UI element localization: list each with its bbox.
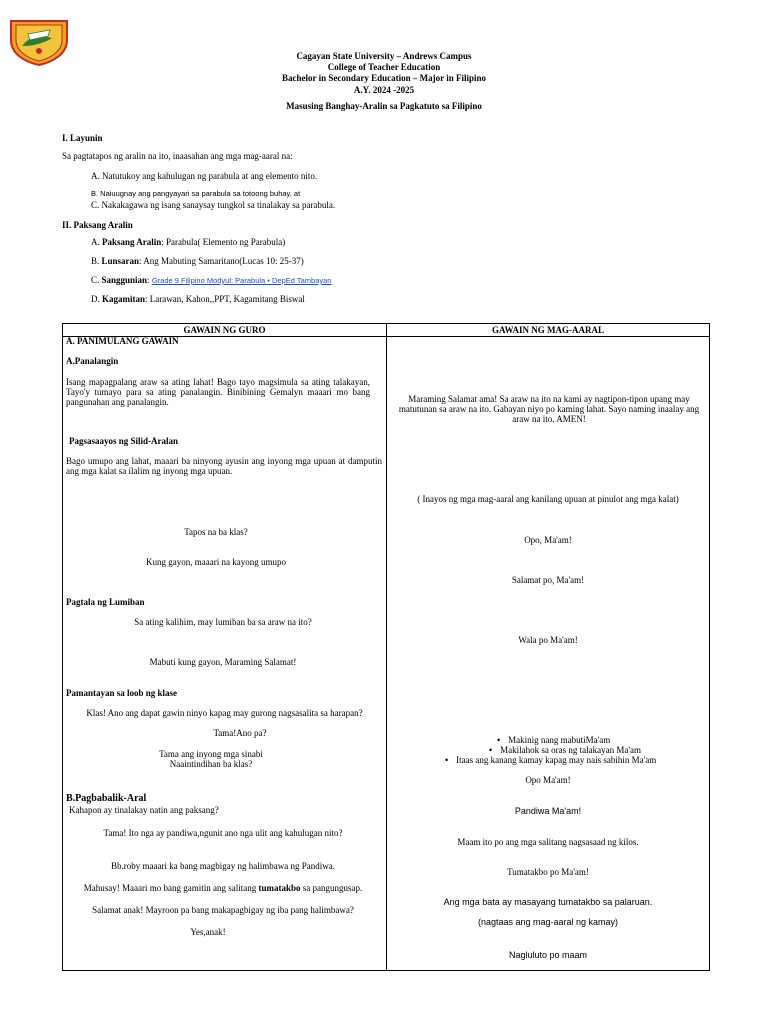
mahusay-pre: Mahusay! Maaari mo bang gamitin ang salitang — [83, 883, 259, 893]
tama-sinabi: Tama ang inyong mga sinabi — [159, 749, 263, 759]
paksang-heading: II. Paksang Aralin — [62, 220, 133, 230]
paksang-b-prefix: B. — [91, 256, 102, 266]
paksang-item-b — [91, 256, 304, 266]
lumiban-question: Sa ating kalihim, may lumiban ba sa araw na ito? — [134, 617, 312, 627]
yes-anak-text: Yes,anak! — [190, 927, 226, 937]
paksang-b-value: : Ang Mabuting Samaritano(Lucas 10: 25-37) — [139, 256, 304, 266]
bb-roby-request: Bb.roby maaari ka bang magbigay ng halimbawa ng Pandiwa. — [111, 861, 335, 871]
paksang-d-value: : Larawan, Kahon,,PPT, Kagamitang Biswal — [145, 294, 305, 304]
tama-ano-pa: Tama!Ano pa? — [213, 728, 267, 738]
opo-maam-1: Opo, Ma'am! — [524, 535, 572, 545]
document-title: Masusing Banghay-Aralin sa Pagkatuto sa Filipino — [286, 101, 482, 111]
academic-year: A.Y. 2024 -2025 — [353, 85, 415, 95]
list-item: • Itaas ang kanang kamay kapag may nais sabihin Ma'am — [445, 755, 656, 765]
program-name: Bachelor in Secondary Education – Major in Filipino — [282, 73, 486, 83]
pamantayan-question: Klas! Ano ang dapat gawin ninyo kapag may gurong nagsasalita sa harapan? — [86, 708, 363, 718]
lesson-table — [62, 323, 710, 971]
layunin-intro: Sa pagtatapos ng aralin na ito, inaasahan ang mga mag-aaral na: — [62, 151, 293, 161]
layunin-item-b: B. Naiuugnay ang pangyayari sa parabula sa totoong buhay, at — [91, 189, 301, 198]
list-item: • Makilahok sa oras ng talakayan Ma'am — [489, 745, 656, 755]
pamantayan-heading: Pamantayan sa loob ng klase — [66, 688, 178, 698]
salamat-anak-text: Salamat anak! Mayroon pa bang makapagbigay ng iba pang halimbawa? — [92, 905, 354, 915]
paksang-d-prefix: D. — [91, 294, 102, 304]
naintindihan-question: Naaintindihan ba klas? — [169, 759, 253, 769]
maam-ito-answer: Maam ito po ang mga salitang nagsasaad ng kilos. — [457, 837, 639, 847]
paksang-a-prefix: A. — [91, 237, 102, 247]
kung-gayon-text: Kung gayon, maaari na kayong umupo — [146, 557, 286, 567]
paksang-c-label: Sanggunian — [101, 275, 148, 285]
section-a-heading: A. PANIMULANG GAWAIN — [66, 336, 179, 346]
paksang-b-label: Lunsaran — [101, 256, 140, 266]
inayos-note: ( Inayos ng mga mag-aaral ang kanilang upuan at pinulot ang mga kalat) — [417, 494, 679, 504]
ang-mga-bata-answer: Ang mga bata ay masayang tumatakbo sa palaruan. — [443, 897, 653, 907]
paksang-a-label: Paksang Aralin — [102, 237, 162, 247]
mahusay-text — [63, 883, 383, 893]
tumatakbo-answer: Tumatakbo po Ma'am! — [507, 867, 589, 877]
list-item: • Makinig nang mabutiMa'am — [497, 735, 656, 745]
wala-po: Wala po Ma'am! — [518, 635, 578, 645]
nagtaas-note: (nagtaas ang mag-aaral ng kamay) — [477, 917, 619, 927]
student-prayer: Maraming Salamat ama! Sa araw na ito na kami ay nagtipon-tipon upang may matutunan sa araw na ito. Gabayan niyo po kaming lahat. Sayo naming inaalay ang araw na ito. AMEN! — [398, 394, 700, 424]
salamat-po: Salamat po, Ma'am! — [511, 575, 585, 585]
lumiban-heading: Pagtala ng Lumiban — [66, 597, 145, 607]
paksang-item-c — [91, 275, 331, 285]
col-header-guro: GAWAIN NG GURO — [183, 325, 266, 335]
mahusay-post: sa pangungusap. — [300, 883, 363, 893]
layunin-item-a: A. Natutukoy ang kahulugan ng parabula at ang elemento nito. — [91, 171, 318, 181]
nagluluto-answer: Nagluluto po maam — [508, 950, 588, 960]
silid-aralan-heading: Pagsasaayos ng Silid-Aralan — [69, 436, 179, 446]
paksang-item-d — [91, 294, 305, 304]
panalangin-text: Isang mapagpalang araw sa ating lahat! Bago tayo magsimula sa ating talakayan, Tayo'y tumayo para sa ating panalangin. Binibining Gemalyn maaari mo bang pangunahan ang panalangin. — [66, 377, 370, 407]
mahusay-bold-word: tumatakbo — [258, 883, 301, 893]
paksang-d-label: Kagamitan — [102, 294, 146, 304]
layunin-heading: I. Layunin — [62, 133, 103, 143]
col-header-mag-aaral: GAWAIN NG MAG-AARAL — [492, 325, 604, 335]
mabuti-text: Mabuti kung gayon, Maraming Salamat! — [149, 657, 297, 667]
layunin-item-c: C. Nakakagawa ng isang sanaysay tungkol sa tinalakay sa parabula. — [91, 200, 336, 210]
sanggunian-link[interactable]: Grade 9 Filipino Modyul: Parabula • DepEd Tambayan — [151, 276, 332, 285]
pandiwa-answer: Pandiwa Ma'am! — [514, 806, 582, 816]
college-name: College of Teacher Education — [327, 62, 441, 72]
tama-pandiwa-question: Tama! Ito nga ay pandiwa,ngunit ano nga ulit ang kahulugan nito? — [103, 828, 343, 838]
kahapon-question: Kahapon ay tinalakay natin ang paksang? — [69, 805, 219, 815]
paksang-a-value: : Parabula( Elemento ng Parabula) — [161, 237, 286, 247]
paksang-c-prefix: C. — [91, 275, 102, 285]
tapos-question: Tapos na ba klas? — [184, 527, 248, 537]
silid-aralan-text: Bago umupo ang lahat, maaari ba ninyong ayusin ang inyong mga upuan at damputin ang mga kalat sa ilalim ng inyong mga upuan. — [66, 456, 382, 476]
opo-maam-2: Opo Ma'am! — [525, 775, 571, 785]
panalangin-heading: A.Panalangin — [66, 356, 119, 366]
paksang-c-colon: : — [147, 275, 152, 285]
paksang-item-a — [91, 237, 285, 247]
section-b-heading: B.Pagbabalik-Aral — [66, 793, 147, 804]
pamantayan-answers-list — [456, 735, 657, 765]
university-name: Cagayan State University – Andrews Campus — [296, 51, 472, 61]
